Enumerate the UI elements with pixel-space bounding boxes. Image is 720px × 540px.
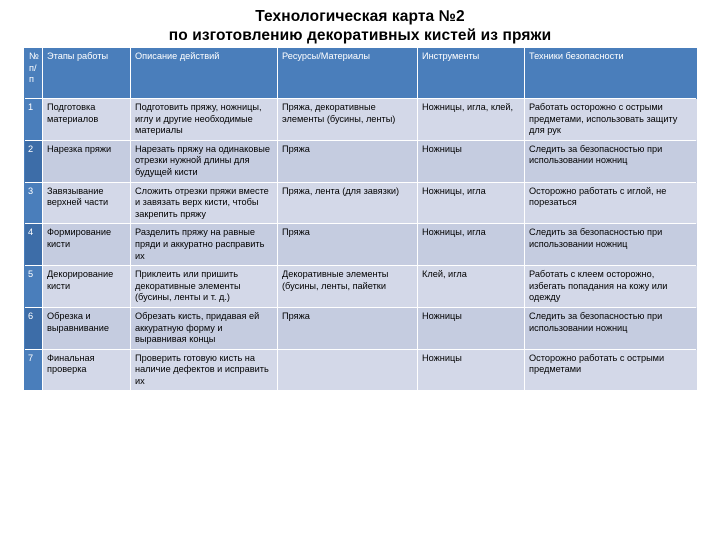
cell-safety: Работать с клеем осторожно, избегать попадания на кожу или одежду <box>525 266 697 308</box>
column-header-resources: Ресурсы/Материалы <box>278 48 418 99</box>
cell-resources: Декоративные элементы (бусины, ленты, пайетки <box>278 266 418 308</box>
cell-stage: Формирование кисти <box>43 224 131 266</box>
cell-tools: Ножницы, игла <box>418 224 525 266</box>
cell-safety: Следить за безопасностью при использовании ножниц <box>525 224 697 266</box>
page-title-line-2: по изготовлению декоративных кистей из пряжи <box>168 27 552 44</box>
table-header <box>25 48 697 99</box>
cell-safety: Следить за безопасностью при использовании ножниц <box>525 140 697 182</box>
cell-tools: Ножницы, игла, клей, <box>418 99 525 141</box>
table-row <box>25 140 697 182</box>
table-row <box>25 182 697 224</box>
cell-description: Подготовить пряжу, ножницы, иглу и другие необходимые материалы <box>131 99 278 141</box>
cell-description: Приклеить или пришить декоративные элементы (бусины, ленты и т. д.) <box>131 266 278 308</box>
cell-description: Разделить пряжу на равные пряди и аккуратно расправить их <box>131 224 278 266</box>
page-title <box>36 7 684 45</box>
cell-tools: Ножницы <box>418 140 525 182</box>
page-title-line-1: Технологическая карта №2 <box>255 8 465 25</box>
cell-safety: Осторожно работать с иглой, не порезаться <box>525 182 697 224</box>
table-row <box>25 224 697 266</box>
cell-number: 7 <box>25 349 43 390</box>
cell-safety: Работать осторожно с острыми предметами, использовать защиту для рук <box>525 99 697 141</box>
cell-resources: Пряжа, декоративные элементы (бусины, ленты) <box>278 99 418 141</box>
column-header-tools: Инструменты <box>418 48 525 99</box>
cell-number: 6 <box>25 307 43 349</box>
cell-stage: Завязывание верхней части <box>43 182 131 224</box>
cell-number: 5 <box>25 266 43 308</box>
tech-card-table <box>24 48 697 390</box>
table-row <box>25 349 697 390</box>
tech-card-table-container <box>24 48 696 390</box>
column-header-stage: Этапы работы <box>43 48 131 99</box>
table-row <box>25 307 697 349</box>
cell-resources <box>278 349 418 390</box>
table-row <box>25 99 697 141</box>
column-header-safety: Техники безопасности <box>525 48 697 99</box>
cell-resources: Пряжа <box>278 307 418 349</box>
cell-stage: Подготовка материалов <box>43 99 131 141</box>
table-header-row <box>25 48 697 99</box>
cell-description: Проверить готовую кисть на наличие дефектов и исправить их <box>131 349 278 390</box>
cell-tools: Клей, игла <box>418 266 525 308</box>
column-header-description: Описание действий <box>131 48 278 99</box>
cell-number: 1 <box>25 99 43 141</box>
cell-tools: Ножницы, игла <box>418 182 525 224</box>
cell-stage: Обрезка и выравнивание <box>43 307 131 349</box>
table-row <box>25 266 697 308</box>
cell-number: 3 <box>25 182 43 224</box>
cell-safety: Следить за безопасностью при использовании ножниц <box>525 307 697 349</box>
cell-stage: Финальная проверка <box>43 349 131 390</box>
cell-number: 4 <box>25 224 43 266</box>
cell-description: Нарезать пряжу на одинаковые отрезки нужной длины для будущей кисти <box>131 140 278 182</box>
cell-resources: Пряжа <box>278 224 418 266</box>
cell-stage: Декорирование кисти <box>43 266 131 308</box>
table-body <box>25 99 697 391</box>
cell-number: 2 <box>25 140 43 182</box>
cell-resources: Пряжа <box>278 140 418 182</box>
column-header-number: № п/п <box>25 48 43 99</box>
cell-description: Сложить отрезки пряжи вместе и завязать верх кисти, чтобы закрепить пряжу <box>131 182 278 224</box>
cell-stage: Нарезка пряжи <box>43 140 131 182</box>
cell-tools: Ножницы <box>418 307 525 349</box>
cell-description: Обрезать кисть, придавая ей аккуратную форму и выравнивая концы <box>131 307 278 349</box>
cell-safety: Осторожно работать с острыми предметами <box>525 349 697 390</box>
cell-tools: Ножницы <box>418 349 525 390</box>
cell-resources: Пряжа, лента (для завязки) <box>278 182 418 224</box>
